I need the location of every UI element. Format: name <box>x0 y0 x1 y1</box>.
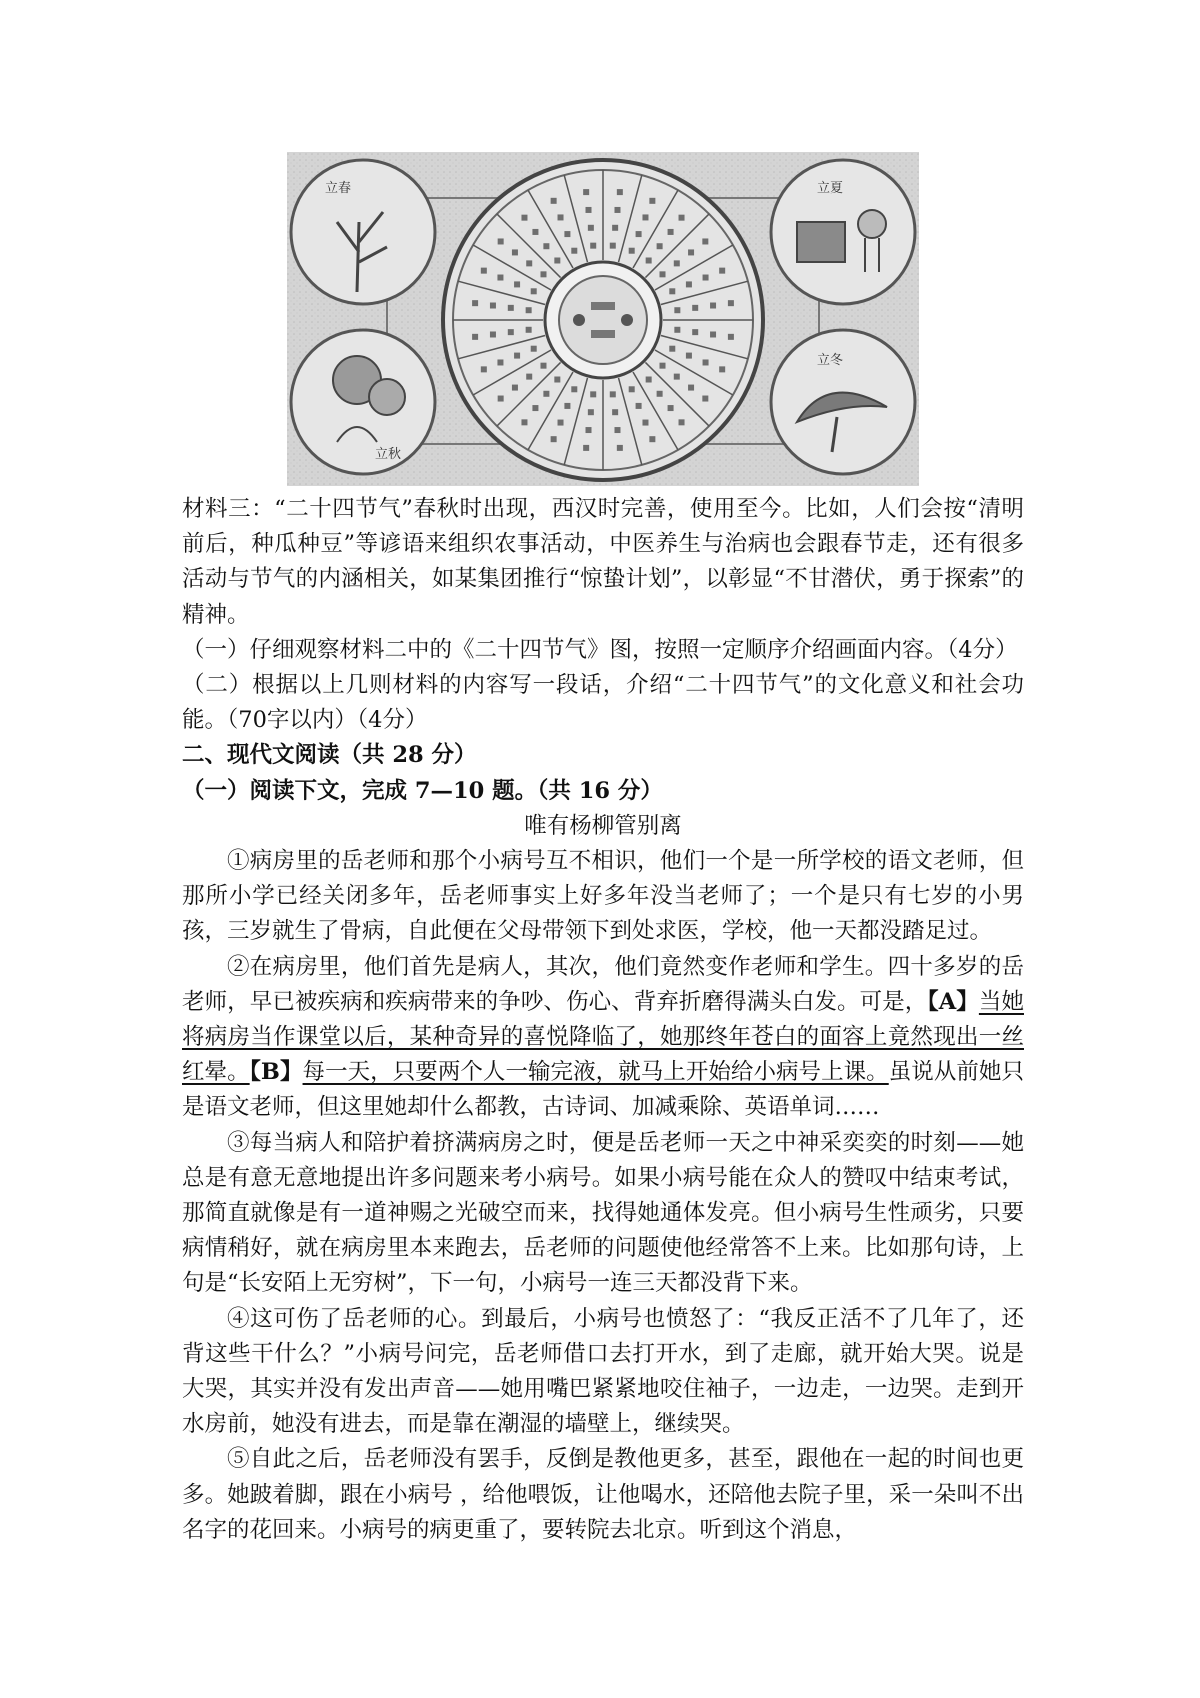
wheel-glyph <box>629 386 635 392</box>
wheel-glyph <box>497 359 503 365</box>
paragraph-4: ④这可伤了岳老师的心。到最后，小病号也愤怒了：“我反正活不了几年了，还背这些干什么？”小病号问完，岳老师借口去打开水，到了走廊，就开始大哭。说是大哭，其实并没有发出声音——她用嘴巴紧紧地咬住袖子，一边走，一边哭。走到开水房前，她没有进去，而是靠在潮湿的墙壁上，继续哭。 <box>182 1305 1024 1438</box>
wheel-glyph <box>642 420 648 426</box>
paragraph-2-start: ②在病房里，他们首先是病人，其次，他们竟然变作老师和学生。四十多岁的岳老师，早已被疾病和疾病带来的争吵、伤心、背弃折磨得满头白发。可是， <box>182 953 1024 1015</box>
wheel-glyph <box>532 229 538 235</box>
wheel-glyph <box>521 419 527 425</box>
wheel-glyph <box>674 327 680 333</box>
wheel-glyph <box>498 396 504 402</box>
wheel-glyph <box>646 257 652 263</box>
wheel-glyph <box>649 198 655 204</box>
corner-circle-bottom-right <box>771 330 915 474</box>
wheel-glyph <box>636 403 642 409</box>
wheel-glyph <box>490 331 496 337</box>
subsection-heading: （一）阅读下文，完成 7—10 题。（共 16 分） <box>182 777 663 804</box>
svg-text:立秋: 立秋 <box>375 447 402 462</box>
wheel-glyph <box>610 243 616 249</box>
wheel-glyph <box>660 271 666 277</box>
wheel-glyph <box>688 385 694 391</box>
wheel-glyph <box>490 303 496 309</box>
wheel-glyph <box>498 238 504 244</box>
wheel-glyph <box>540 363 546 369</box>
article-title: 唯有杨柳管别离 <box>524 812 682 839</box>
wheel-glyph <box>497 275 503 281</box>
paragraph-3: ③每当病人和陪护着挤满病房之时，便是岳老师一天之中神采奕奕的时刻——她总是有意无意地提出许多问题来考小病号。如果小病号能在众人的赞叹中结束考试，那简直就像是有一道神赐之光破空而来，找得她通体发亮。但小病号生性顽劣，只要病情稍好，就在病房里本来跑去，岳老师的问题使他经常答不上来。比如那句诗，上句是“长安陌上无穷树”，下一句，小病号一连三天都没背下来。 <box>182 1129 1024 1297</box>
wheel-glyph <box>617 445 623 451</box>
wheel-glyph <box>508 305 514 311</box>
wheel-glyph <box>692 305 698 311</box>
wheel-glyph <box>531 346 537 352</box>
wheel-glyph <box>472 300 478 306</box>
wheel-glyph <box>571 248 577 254</box>
svg-text:立夏: 立夏 <box>817 181 844 196</box>
corner-circle-top-left <box>291 160 435 304</box>
wheel-glyph <box>674 260 680 266</box>
wheel-glyph <box>646 377 652 383</box>
wheel-glyph <box>610 391 616 397</box>
wheel-glyph <box>512 249 518 255</box>
wheel-glyph <box>688 249 694 255</box>
wheel-glyph <box>668 405 674 411</box>
wheel-glyph <box>472 334 478 340</box>
solar-terms-wheel <box>443 160 763 480</box>
wheel-glyph <box>686 353 692 359</box>
wheel-glyph <box>686 281 692 287</box>
marker-a: 【A】 <box>927 988 979 1015</box>
wheel-glyph <box>564 231 570 237</box>
wheel-glyph <box>710 331 716 337</box>
wheel-glyph <box>526 260 532 266</box>
wheel-glyph <box>703 359 709 365</box>
wheel-glyph <box>543 391 549 397</box>
wheel-glyph <box>636 231 642 237</box>
wheel-glyph <box>703 275 709 281</box>
wheel-glyph <box>540 271 546 277</box>
wheel-glyph <box>508 329 514 335</box>
wheel-glyph <box>564 403 570 409</box>
wheel-glyph <box>588 409 594 415</box>
wheel-glyph <box>614 207 620 213</box>
wheel-glyph <box>551 198 557 204</box>
document-body <box>182 492 1024 1548</box>
underlined-sentence-a: 当她将病房当作课堂以后，某种奇异的喜悦降临了，她那终年苍白的面容上竟然现出一丝红晕。 <box>182 988 1024 1086</box>
wheel-glyph <box>558 214 564 220</box>
wheel-glyph <box>588 225 594 231</box>
wheel-glyph <box>526 327 532 333</box>
wheel-glyph <box>728 334 734 340</box>
svg-text:立春: 立春 <box>325 181 352 196</box>
wheel-glyph <box>571 386 577 392</box>
wheel-glyph <box>702 396 708 402</box>
wheel-glyph <box>702 238 708 244</box>
paragraph-1: ①病房里的岳老师和那个小病号互不相识，他们一个是一所学校的语文老师，但那所小学已经关闭多年，岳老师事实上好多年没当老师了；一个是只有七岁的小男孩，三岁就生了骨病，自此便在父母带领下到处求医，学校，他一天都没踏足过。 <box>182 848 1024 945</box>
wheel-glyph <box>514 353 520 359</box>
wheel-glyph <box>531 288 537 294</box>
wheel-glyph <box>590 391 596 397</box>
wheel-glyph <box>512 385 518 391</box>
wheel-glyph <box>719 268 725 274</box>
marker-b: 【B】 <box>249 1059 303 1086</box>
corner-circle-top-right <box>771 160 915 304</box>
wheel-glyph <box>554 377 560 383</box>
wheel-glyph <box>612 225 618 231</box>
svg-text:立冬: 立冬 <box>817 353 844 368</box>
question-two: （二）根据以上几则材料的内容写一段话，介绍“二十四节气”的文化意义和社会功能。（70字以内）（4分） <box>182 672 1024 734</box>
wheel-glyph <box>649 436 655 442</box>
section-heading: 二、现代文阅读（共 28 分） <box>182 742 477 769</box>
wheel-glyph <box>551 436 557 442</box>
wheel-glyph <box>679 419 685 425</box>
wheel-glyph <box>586 427 592 433</box>
wheel-glyph <box>526 307 532 313</box>
wheel-glyph <box>669 346 675 352</box>
wheel-glyph <box>612 409 618 415</box>
wheel-glyph <box>674 307 680 313</box>
wheel-glyph <box>583 189 589 195</box>
wheel-glyph <box>692 329 698 335</box>
wheel-glyph <box>657 243 663 249</box>
wheel-glyph <box>669 288 675 294</box>
wheel-glyph <box>642 214 648 220</box>
corner-circle-bottom-left <box>291 330 435 474</box>
wheel-glyph <box>583 445 589 451</box>
wheel-glyph <box>543 243 549 249</box>
wheel-glyph <box>481 268 487 274</box>
wheel-glyph <box>660 363 666 369</box>
wheel-glyph <box>526 374 532 380</box>
wheel-glyph <box>674 374 680 380</box>
wheel-glyph <box>590 243 596 249</box>
wheel-glyph <box>521 215 527 221</box>
wheel-glyph <box>558 420 564 426</box>
question-one: （一）仔细观察材料二中的《二十四节气》图，按照一定顺序介绍画面内容。（4分） <box>182 636 1018 663</box>
solar-terms-illustration <box>287 152 919 486</box>
wheel-glyph <box>657 391 663 397</box>
paragraph-2 <box>182 950 1024 1126</box>
wheel-glyph <box>586 207 592 213</box>
material-three: 材料三：“二十四节气”春秋时出现，西汉时完善，使用至今。比如，人们会按“清明前后，种瓜种豆”等谚语来组织农事活动，中医养生与治病也会跟春节走，还有很多活动与节气的内涵相关，如某集团推行“惊蛰计划”，以彰显“不甘潜伏，勇于探索”的精神。 <box>182 496 1024 628</box>
wheel-glyph <box>668 229 674 235</box>
wheel-glyph <box>617 189 623 195</box>
wheel-glyph <box>719 366 725 372</box>
wheel-glyph <box>514 281 520 287</box>
wheel-glyph <box>710 303 716 309</box>
wheel-glyph <box>629 248 635 254</box>
wheel-glyph <box>614 427 620 433</box>
underlined-sentence-b: 每一天，只要两个人一输完液，就马上开始给小病号上课。 <box>302 1059 889 1086</box>
wheel-glyph <box>532 405 538 411</box>
paragraph-5: ⑤自此之后，岳老师没有罢手，反倒是教他更多，甚至，跟他在一起的时间也更多。她跛着脚，跟在小病号 ，给他喂饭，让他喝水，还陪他去院子里，采一朵叫不出名字的花回来。小病号的病更重了，要转院去北京。听到这个消息， <box>182 1446 1024 1543</box>
wheel-glyph <box>554 257 560 263</box>
wheel-glyph <box>728 300 734 306</box>
wheel-glyph <box>481 366 487 372</box>
wheel-glyph <box>679 215 685 221</box>
paragraph-2-end: 虽说从前她只是语文老师，但这里她却什么都教，古诗词、加减乘除、英语单词…… <box>182 1059 1024 1121</box>
